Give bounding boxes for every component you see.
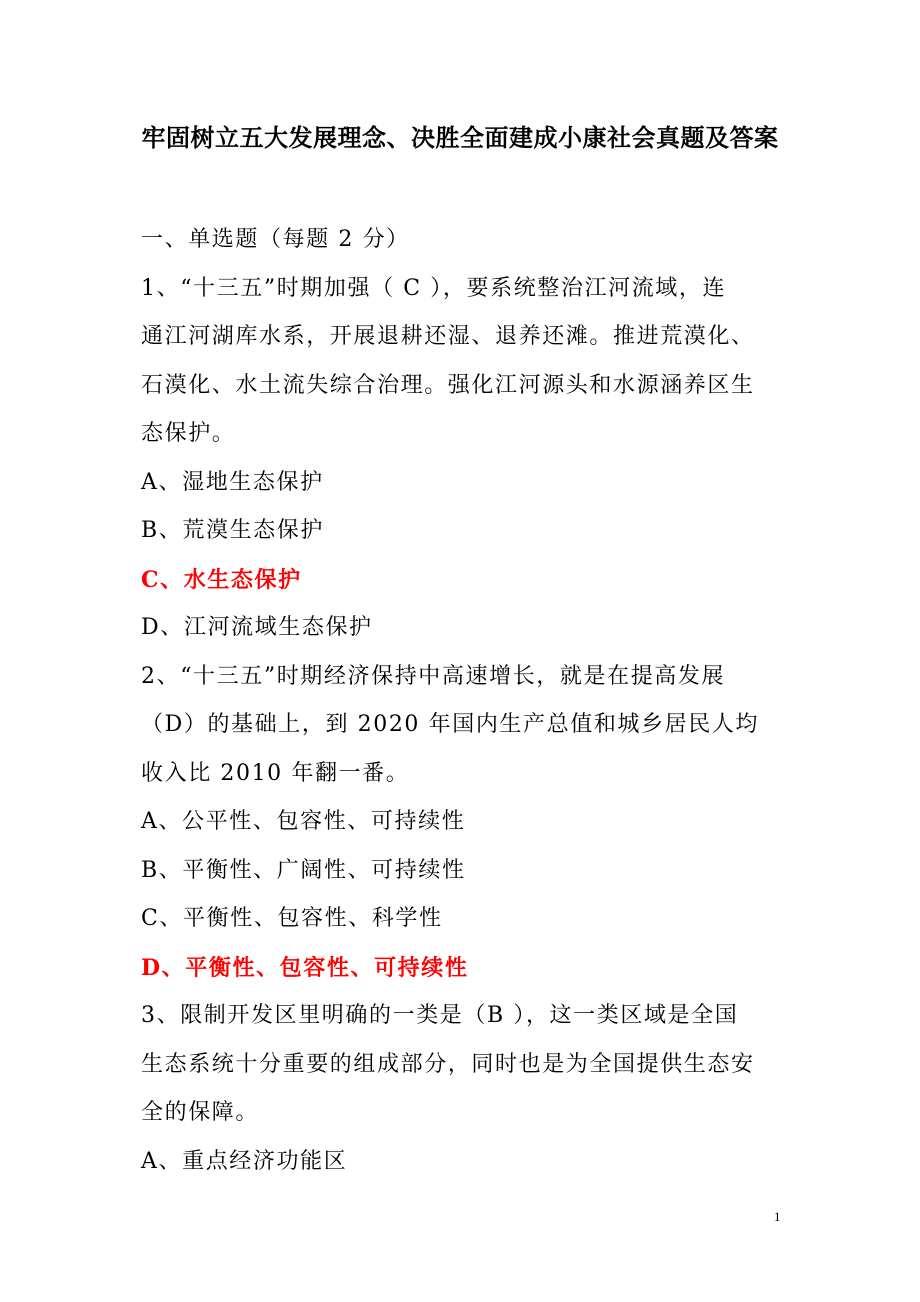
- question-1-option-c: C、水生态保护: [141, 566, 302, 593]
- question-1-text-line: 通江河湖库水系，开展退耕还湿、退养还滩。推进荒漠化、: [141, 324, 755, 349]
- question-1-text-line: 石漠化、水土流失综合治理。强化江河源头和水源涵养区生: [141, 372, 755, 398]
- question-2-text-line: 收入比 2010 年翻一番。: [141, 760, 410, 786]
- question-2-option-c: C、平衡性、包容性、科学性: [141, 906, 443, 931]
- question-1-text-line: 1、“十三五”时期加强（ C ），要系统整治江河流域，连: [141, 275, 727, 301]
- question-1-option-a: A、湿地生态保护: [141, 469, 324, 495]
- question-1-option-d: D、江河流域生态保护: [141, 615, 373, 640]
- document-title: 牢固树立五大发展理念、决胜全面建成小康社会真题及答案: [141, 123, 779, 152]
- question-body: [141, 216, 787, 1186]
- page-number: 1: [774, 1209, 781, 1224]
- question-2-option-b: B、平衡性、广阔性、可持续性: [141, 857, 466, 883]
- question-2-option-d: D、平衡性、包容性、可持续性: [141, 954, 469, 981]
- question-2-option-a: A、公平性、包容性、可持续性: [141, 809, 466, 834]
- question-1-text-line: 态保护。: [141, 421, 236, 446]
- question-3-text-line: 生态系统十分重要的组成部分，同时也是为全国提供生态安: [141, 1051, 755, 1077]
- question-3-text-line: 3、限制开发区里明确的一类是（B ），这一类区域是全国: [141, 1003, 739, 1028]
- section-heading: 一、单选题（每题 2 分）: [141, 227, 410, 252]
- question-2-text-line: （D）的基础上，到 2020 年国内生产总值和城乡居民人均: [141, 712, 760, 737]
- question-2-text-line: 2、“十三五”时期经济保持中高速增长，就是在提高发展: [141, 663, 726, 689]
- question-1-option-b: B、荒漠生态保护: [141, 518, 324, 543]
- question-3-text-line: 全的保障。: [141, 1100, 260, 1125]
- question-3-option-a: A、重点经济功能区: [141, 1148, 348, 1174]
